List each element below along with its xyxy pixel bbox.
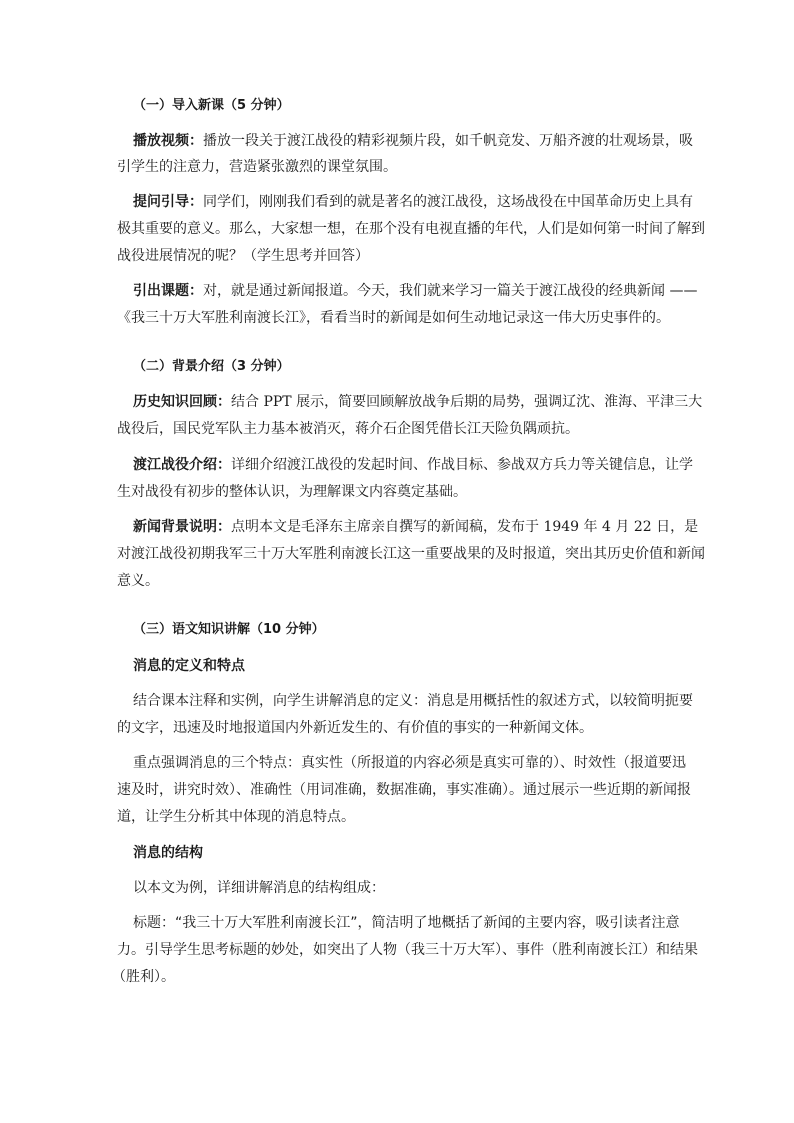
paragraph-line: 速及时，讲究时效）、准确性（用词准确，数据准确，事实准确）。通过展示一些近期的新闻报 <box>117 782 691 798</box>
paragraph-text: 详细介绍渡江战役的发起时间、作战目标、参战双方兵力等关键信息，让学 <box>231 457 693 473</box>
paragraph-text: 日，是 <box>651 519 699 535</box>
paragraph-text: 展示，简要回顾解放战争后期的局势，强调辽沈、淮海、平津三大 <box>291 394 703 410</box>
paragraph-line: 战役后，国民党军队主力基本被消灭，蒋介石企图凭借长江天险负隅顽抗。 <box>117 421 579 437</box>
paragraph-line <box>133 392 702 412</box>
paragraph-text: 对，就是通过新闻报道。今天，我们就来学习一篇关于渡江战役的经典新闻 —— <box>203 283 698 299</box>
paragraph-line: （胜利）。 <box>112 969 175 985</box>
paragraph-line: 的文字，迅速及时地报道国内外新近发生的、有价值的事实的一种新闻文体。 <box>117 720 593 736</box>
paragraph-label: 新闻背景说明： <box>133 519 231 535</box>
paragraph-line <box>133 192 693 212</box>
paragraph-line: 引学生的注意力，营造紧张激烈的课堂氛围。 <box>117 159 397 175</box>
paragraph-line: 《我三十万大军胜利南渡长江》，看看当时的新闻是如何生动地记录这一伟大历史事件的。 <box>117 310 670 326</box>
subheading-definition: 消息的定义和特点 <box>133 658 245 674</box>
ppt-text: PPT <box>263 394 292 410</box>
paragraph-line: 极其重要的意义。那么，大家想一想，在那个没有电视直播的年代，人们是如何第一时间了解到 <box>117 221 705 237</box>
date-day: 22 <box>633 519 652 535</box>
paragraph-label: 渡江战役介绍： <box>133 457 231 473</box>
subheading-structure: 消息的结构 <box>133 845 203 861</box>
paragraph-line: 生对战役有初步的整体认识，为理解课文内容奠定基础。 <box>117 484 467 500</box>
paragraph-label: 历史知识回顾： <box>133 394 231 410</box>
paragraph-line: 战役进展情况的呢？（学生思考并回答） <box>117 248 369 264</box>
paragraph-line: 标题：“我三十万大军胜利南渡长江”，简洁明了地概括了新闻的主要内容，吸引读者注意 <box>133 915 680 931</box>
paragraph-line: 以本文为例，详细讲解消息的结构组成： <box>133 880 385 896</box>
date-unit: 年 <box>579 519 602 535</box>
paragraph-line: 对渡江战役初期我军三十万大军胜利南渡长江这一重要战果的及时报道，突出其历史价值和新闻 <box>117 546 705 562</box>
paragraph-line: 结合课本注释和实例，向学生讲解消息的定义：消息是用概括性的叙述方式，以较简明扼要 <box>133 693 693 709</box>
section-heading-knowledge: （三）语文知识讲解（10 分钟） <box>133 622 325 637</box>
date-month: 4 <box>602 519 611 535</box>
paragraph-text: 播放一段关于渡江战役的精彩视频片段，如千帆竞发、万船齐渡的壮观场景，吸 <box>203 133 693 149</box>
paragraph-text: 同学们，刚刚我们看到的就是著名的渡江战役，这场战役在中国革命历史上具有 <box>203 194 693 210</box>
date-unit: 月 <box>610 519 634 535</box>
paragraph-line <box>133 131 693 151</box>
section-heading-background: （二）背景介绍（3 分钟） <box>133 359 290 374</box>
paragraph-line <box>133 455 693 475</box>
paragraph-text: 点明本文是毛泽东主席亲自撰写的新闻稿，发布于 <box>231 519 544 535</box>
paragraph-line: 力。引导学生思考标题的妙处，如突出了人物（我三十万大军）、事件（胜利南渡长江）和结果 <box>117 942 698 958</box>
paragraph-text: 结合 <box>231 394 264 410</box>
section-heading-intro: （一）导入新课（5 分钟） <box>133 98 290 113</box>
paragraph-line <box>133 517 698 537</box>
paragraph-line: 道，让学生分析其中体现的消息特点。 <box>117 809 355 825</box>
paragraph-label: 提问引导： <box>133 194 203 210</box>
paragraph-line <box>133 281 697 301</box>
paragraph-label: 引出课题： <box>133 283 203 299</box>
paragraph-label: 播放视频： <box>133 133 203 149</box>
date-year: 1949 <box>543 519 580 535</box>
paragraph-line: 重点强调消息的三个特点：真实性（所报道的内容必须是真实可靠的）、时效性（报道要迅 <box>133 755 686 771</box>
paragraph-line: 意义。 <box>117 573 159 589</box>
